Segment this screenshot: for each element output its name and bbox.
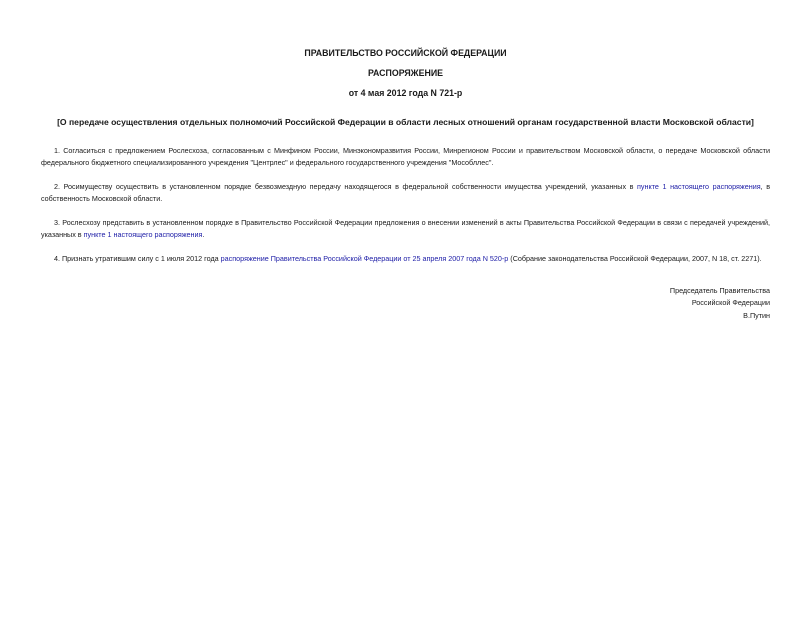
paragraph-2-link[interactable]: пункте 1 настоящего распоряжения xyxy=(637,182,761,191)
signature-name: В.Путин xyxy=(743,310,770,320)
paragraph-4-text-after: (Собрание законодательства Российской Федерации, 2007, N 18, ст. 2271). xyxy=(508,254,762,263)
paragraph-2 xyxy=(41,181,770,204)
paragraph-3-text-before: 3. Рослесхозу представить в установленном порядке в Правительство Российской Федерации предложения о внесении изменений в акты Правительства Российской Федерации в связи с передачей учреждений, указанных в xyxy=(41,218,770,239)
document-subject: [О передаче осуществления отдельных полномочий Российской Федерации в области лесных отношений органам государственной власти Московской области] xyxy=(57,117,754,127)
paragraph-2-text-after: , в собственность Московской области. xyxy=(41,182,771,203)
government-title: ПРАВИТЕЛЬСТВО РОССИЙСКОЙ ФЕДЕРАЦИИ xyxy=(304,48,507,58)
paragraph-1-text: 1. Согласиться с предложением Рослесхоза, согласованным с Минфином России, Минэкономразвития России, Минрегионом России и правительством Московской области, о передаче Московской области федерального бюджетного специализированного учреждения "Центрлес" и федерального государственного учреждения "Мособллес". xyxy=(41,146,770,167)
document-page xyxy=(0,48,807,619)
signature-position: Председатель Правительства xyxy=(669,285,770,295)
paragraph-4-link[interactable]: распоряжение Правительства Российской Федерации от 25 апреля 2007 года N 520-р xyxy=(220,254,509,263)
paragraph-3-link[interactable]: пункте 1 настоящего распоряжения xyxy=(83,229,203,239)
paragraph-4-text-before: 4. Признать утратившим силу с 1 июля 2012 года xyxy=(54,254,221,263)
paragraph-2-text-before: 2. Росимуществу осуществить в установленном порядке безвозмездную передачу находящегося в федеральной собственности имущества учреждений, указанных в xyxy=(54,182,638,191)
document-date-number: от 4 мая 2012 года N 721-р xyxy=(348,88,463,98)
signature-organization: Российской Федерации xyxy=(691,298,770,307)
paragraph-3-text-after: . xyxy=(202,229,205,239)
paragraph-1 xyxy=(41,145,770,168)
signature-block xyxy=(41,285,770,323)
document-type: РАСПОРЯЖЕНИЕ xyxy=(367,68,444,78)
paragraph-4 xyxy=(41,253,770,265)
paragraph-3 xyxy=(41,217,770,240)
